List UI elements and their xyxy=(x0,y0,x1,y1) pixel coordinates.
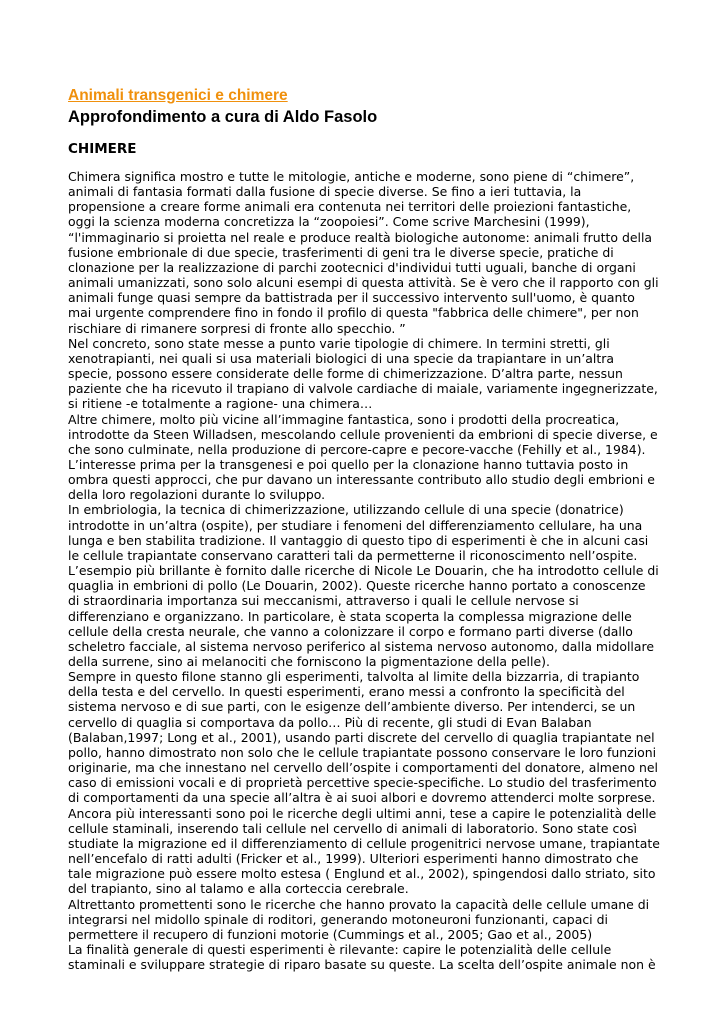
document-subtitle: Approfondimento a cura di Aldo Fasolo xyxy=(68,108,378,126)
paragraph: L’esempio più brillante è fornito dalle ricerche di Nicole Le Douarin, che ha introdotto cellule di quaglia in embrioni di pollo (Le Douarin, 2002). Queste ricerche hanno portato a conoscenze di straordinaria importanza sui meccanismi, attraverso i quali le cellule nervose si differenziano e organizzano. In particolare, è stata scoperta la complessa migrazione delle cellule della cresta neurale, che vanno a colonizzare il corpo e formano parti diverse (dallo scheletro facciale, al sistema nervoso periferico al sistema nervoso autonomo, dalla midollare della surrene, sino ai melanociti che forniscono la pigmentazione della pelle). xyxy=(68,563,659,669)
paragraph: In embriologia, la tecnica di chimerizzazione, utilizzando cellule di una specie (donatrice) introdotte in un’altra (ospite), per studiare i fenomeni del differenziamento cellulare, ha una lunga e ben stabilita tradizione. Il vantaggio di questo tipo di esperimenti è che in alcuni casi le cellule trapiantate conservano caratteri tali da permetterne il riconoscimento nell’ospite. xyxy=(68,502,649,563)
section-heading: CHIMERE xyxy=(68,141,137,157)
paragraph: Nel concreto, sono state messe a punto varie tipologie di chimere. In termini stretti, gli xenotrapianti, nei quali si usa materiali biologici di una specie da trapiantare in un’altra specie, possono essere considerate delle forme di chimerizzazione. D’altra parte, nessun paziente che ha ricevuto il trapiano di valvole cardiache di maiale, variamente ingegnerizzate, si ritiene -e totalmente a ragione- una chimera… xyxy=(68,335,658,412)
paragraph: Ancora più interessanti sono poi le ricerche degli ultimi anni, tese a capire le potenzialità delle cellule staminali, inserendo tali cellule nel cervello di animali di laboratorio. Sono state così studiate la migrazione ed il differenziamento di cellule progenitrici nervose umane, trapiantate nell’encefalo di ratti adulti (Fricker et al., 1999). Ulteriori esperimenti hanno dimostrato che tale migrazione può essere molto estesa ( Englund et al., 2002), spingendosi dallo striato, sito del trapianto, sino al talamo e alla corteccia cerebrale. xyxy=(68,805,660,897)
document-page xyxy=(68,86,660,972)
paragraph: La finalità generale di questi esperimenti è rilevante: capire le potenzialità delle cellule staminali e sviluppare strategie di riparo basate su queste. La scelta dell’ospite animale non è xyxy=(68,941,656,973)
paragraph: Altre chimere, molto più vicine all’immagine fantastica, sono i prodotti della procreatica, introdotte da Steen Willadsen, mescolando cellule provenienti da embrioni di specie diverse, e che sono culminate, nella produzione di percore-capre e pecore-vacche (Fehilly et al., 1984). L’interesse prima per la transgenesi e poi quello per la clonazione hanno tuttavia posto in ombra questi approcci, che pur davano un interessante contributo allo studio degli embrioni e della loro regolazioni durante lo sviluppo. xyxy=(68,411,658,503)
document-title-link[interactable]: Animali transgenici e chimere xyxy=(68,87,288,104)
document-body xyxy=(68,169,660,972)
paragraph: Altrettanto promettenti sono le ricerche che hanno provato la capacità delle cellule umane di integrarsi nel midollo spinale di roditori, generando motoneuroni funzionanti, capaci di permettere il recupero di funzioni motorie (Cummings et al., 2005; Gao et al., 2005) xyxy=(68,896,650,942)
paragraph: Chimera significa mostro e tutte le mitologie, antiche e moderne, sono piene di “chimere”, animali di fantasia formati dalla fusione di specie diverse. Se fino a ieri tuttavia, la propensione a creare forme animali era contenuta nei territori delle proiezioni fantastiche, oggi la scienza moderna concretizza la “zoopoiesi”. Come scrive Marchesini (1999), “l'immaginario si proietta nel reale e produce realtà biologiche autonome: animali frutto della fusione embrionale di due specie, trasferimenti di geni tra le diverse specie, pratiche di clonazione per la realizzazione di parchi zootecnici d'individui tutti uguali, banche di organi animali umanizzati, sono solo alcuni esempi di questa attività. Se è vero che il rapporto con gli animali funge quasi sempre da battistrada per il successivo intervento sull'uomo, è quanto mai urgente comprendere fino in fondo il profilo di questa "fabbrica delle chimere", per non rischiare di rimanere sorpresi di fronte allo specchio. ” xyxy=(68,169,659,336)
paragraph: Sempre in questo filone stanno gli esperimenti, talvolta al limite della bizzarria, di trapianto della testa e del cervello. In questi esperimenti, erano messi a confronto la specificità del sistema nervoso e di sue parti, con le esigenze dell’ambiente diverso. Per intenderci, se un cervello di quaglia si comportava da pollo… Più di recente, gli studi di Evan Balaban (Balaban,1997; Long et al., 2001), usando parti discrete del cervello di quaglia trapiantate nel pollo, hanno dimostrato non solo che le cellule trapiantate possono conservare le loro funzioni originarie, ma che innestano nel cervello dell’ospite i comportamenti del donatore, almeno nel caso di emissioni vocali e di proprietà percettive specie-specifiche. Lo studio del trasferimento di comportamenti da una specie all’altra è ai suoi albori e dovremo attenderci molte sorprese. xyxy=(68,669,658,806)
